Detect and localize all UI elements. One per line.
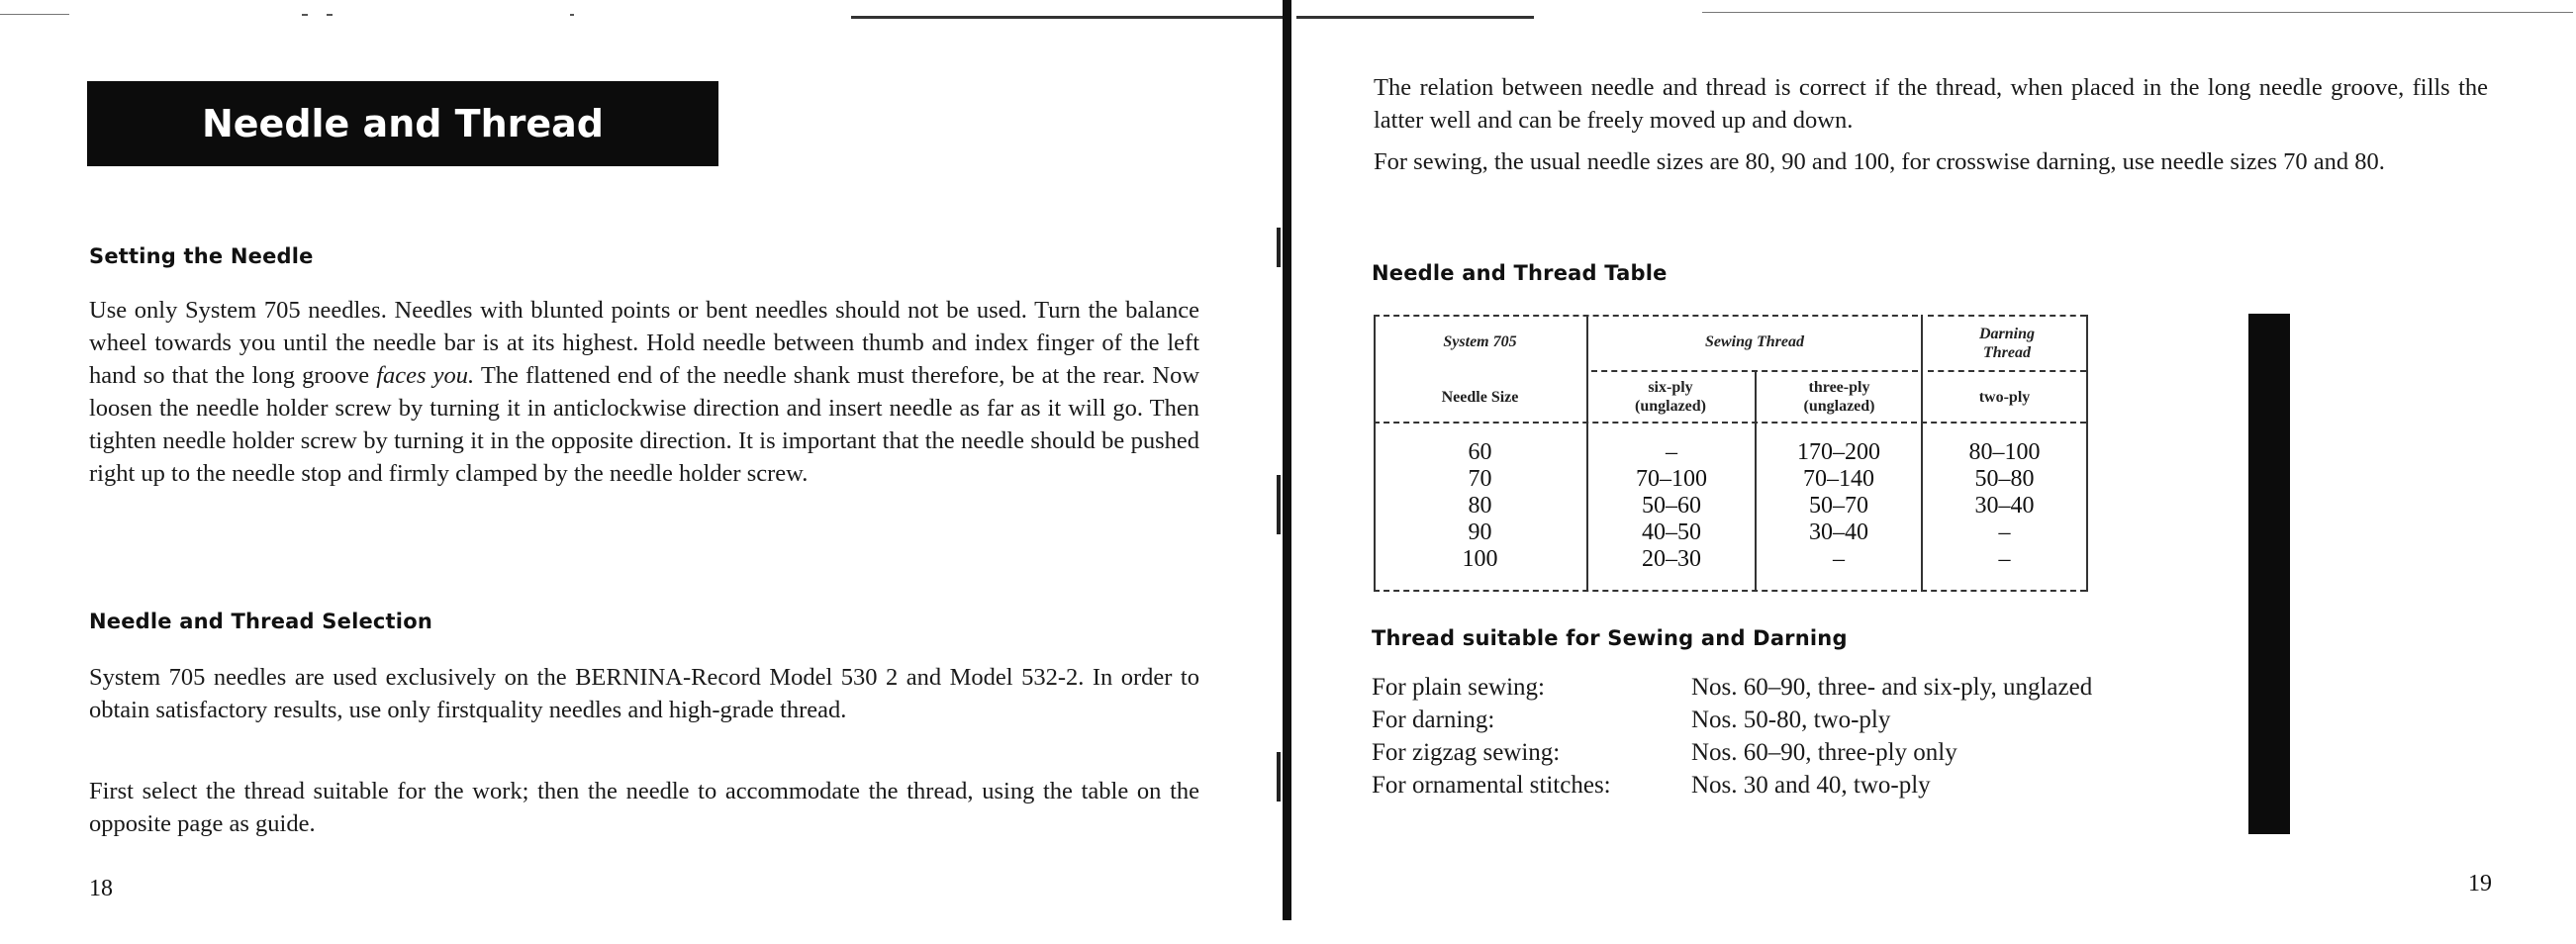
table-cell-needle-size: 100 bbox=[1462, 546, 1498, 572]
table-cell-three-ply: 70–140 bbox=[1803, 466, 1874, 492]
intro-paragraph-1: The relation between needle and thread is correct if the thread, when placed in the long needle groove, fills the latter well and can be freely moved up and down. bbox=[1374, 74, 2488, 134]
paragraph-setting-needle: Use only System 705 needles. Needles with blunted points or bent needles should not be used. Turn the balance wheel towards you until the needle bar is at its highest. Hold needle between thumb and index finger of the left hand so that the long groove faces you. The flattened end of the needle shank must therefore, be at the rear. Now loosen the needle holder screw by turning it in anticlockwise direction and insert needle as far as it will go. Then tighten needle holder screw by turning it in the opposite direction. It is important that the needle should be pushed right up to the needle stop and firmly clamped by the needle holder screw. bbox=[89, 297, 1200, 487]
thread-list-value: Nos. 50-80, two-ply bbox=[1691, 707, 1891, 733]
table-column-three-ply bbox=[1757, 439, 1921, 573]
table-heading: Needle and Thread Table bbox=[1372, 261, 1668, 285]
table-cell-needle-size: 60 bbox=[1468, 439, 1492, 465]
thread-list-row bbox=[1372, 704, 2124, 736]
emphasis-text: faces you. bbox=[376, 362, 475, 389]
table-cell-six-ply: 50–60 bbox=[1642, 493, 1701, 519]
table-cell-needle-size: 90 bbox=[1468, 519, 1492, 545]
table-cell-three-ply: 170–200 bbox=[1797, 439, 1880, 465]
table-column-needle-size bbox=[1374, 439, 1586, 573]
table-cell-three-ply: 30–40 bbox=[1809, 519, 1868, 545]
page-title: Needle and Thread bbox=[87, 81, 718, 166]
needle-thread-table bbox=[1374, 315, 2089, 592]
table-subheader-two-ply: two-ply bbox=[1978, 389, 2031, 406]
table-cell-two-ply: 80–100 bbox=[1968, 439, 2041, 465]
table-header-system: System 705 bbox=[1443, 333, 1517, 350]
thread-list-label: For darning: bbox=[1372, 707, 1495, 733]
thread-list-value: Nos. 60–90, three- and six-ply, unglazed bbox=[1691, 674, 2093, 701]
table-cell-two-ply: 30–40 bbox=[1974, 493, 2035, 519]
table-cell-six-ply: 20–30 bbox=[1642, 546, 1701, 572]
table-header-sewing-thread: Sewing Thread bbox=[1704, 333, 1804, 350]
thread-suitable-heading: Thread suitable for Sewing and Darning bbox=[1372, 626, 1848, 650]
thread-list-label: For zigzag sewing: bbox=[1372, 739, 1561, 766]
table-subheader-needle-size: Needle Size bbox=[1441, 389, 1519, 406]
table-cell-two-ply: 50–80 bbox=[1974, 466, 2035, 492]
table-column-six-ply bbox=[1588, 439, 1755, 573]
table-cell-needle-size: 70 bbox=[1468, 466, 1492, 492]
table-cell-three-ply: 50–70 bbox=[1809, 493, 1868, 519]
page-edge-bar bbox=[2248, 314, 2290, 834]
thread-list-value: Nos. 60–90, three-ply only bbox=[1691, 739, 1957, 766]
thread-list-label: For plain sewing: bbox=[1372, 674, 1545, 701]
table-cell-needle-size: 80 bbox=[1468, 493, 1492, 519]
thread-list-row bbox=[1372, 769, 2124, 802]
thread-list-label: For ornamental stitches: bbox=[1372, 772, 1611, 799]
section-heading-setting-needle: Setting the Needle bbox=[89, 244, 314, 268]
intro-paragraph-2: For sewing, the usual needle sizes are 80, 90 and 100, for crosswise darning, use needle sizes 70 and 80. bbox=[1374, 148, 2385, 175]
table-column-two-ply bbox=[1923, 439, 2086, 573]
table-header-darning-thread: Darning Thread bbox=[1978, 326, 2036, 361]
table-subheader-six-ply: six-ply (unglazed) bbox=[1635, 379, 1706, 415]
table-cell-two-ply: – bbox=[1998, 546, 2011, 572]
page-number-left: 18 bbox=[89, 876, 113, 901]
table-subheader-three-ply: three-ply (unglazed) bbox=[1803, 379, 1875, 415]
thread-list-row bbox=[1372, 736, 2124, 769]
section-heading-needle-thread-selection: Needle and Thread Selection bbox=[89, 610, 432, 633]
thread-list-value: Nos. 30 and 40, two-ply bbox=[1691, 772, 1931, 799]
thread-suitable-list bbox=[1372, 671, 2124, 802]
table-cell-three-ply: – bbox=[1833, 546, 1845, 572]
thread-list-row bbox=[1372, 671, 2124, 704]
table-cell-six-ply: 40–50 bbox=[1642, 519, 1701, 545]
paragraph-selection-2: First select the thread suitable for the work; then the needle to accommodate the thread, using the table on the opposite page as guide. bbox=[89, 778, 1199, 837]
table-cell-six-ply: 70–100 bbox=[1636, 466, 1707, 492]
table-cell-two-ply: – bbox=[1998, 519, 2011, 545]
paragraph-selection-1: System 705 needles are used exclusively on the BERNINA-Record Model 530 2 and Model 532-2. In order to obtain satisfactory results, use only firstquality needles and high-grade thread. bbox=[89, 664, 1199, 723]
table-cell-six-ply: – bbox=[1666, 439, 1677, 465]
page-number-right: 19 bbox=[2468, 871, 2492, 897]
